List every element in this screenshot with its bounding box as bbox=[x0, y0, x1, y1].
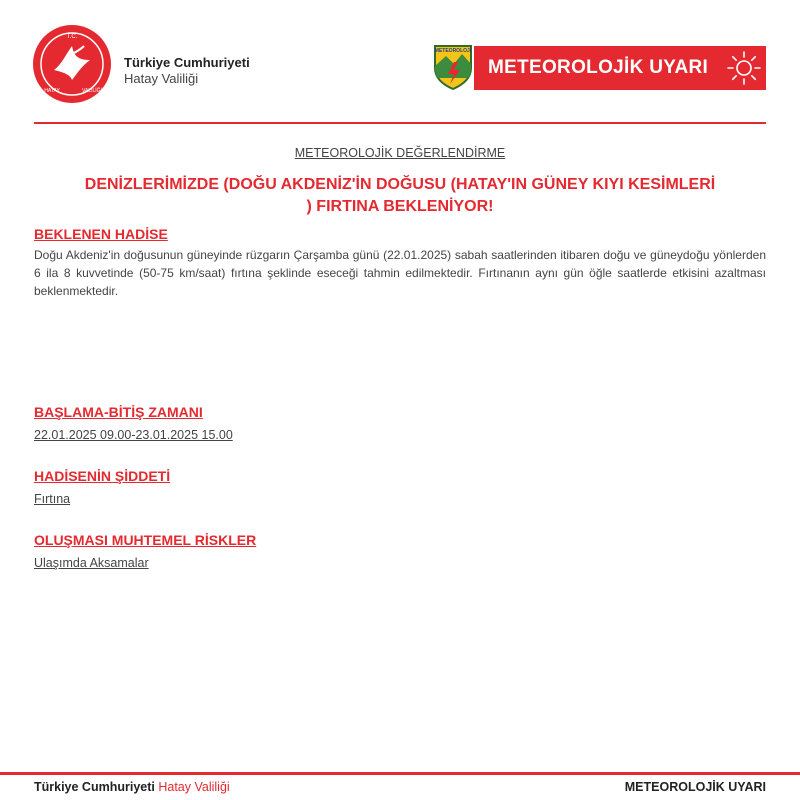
risk-heading: OLUŞMASI MUHTEMEL RİSKLER bbox=[34, 532, 257, 548]
footer-gov-name: Türkiye Cumhuriyeti bbox=[34, 780, 155, 794]
severity-section bbox=[34, 468, 766, 506]
seal-bottom-left-text: HATAY bbox=[44, 88, 60, 94]
seal-bottom-right-text: VALİLİĞİ bbox=[82, 88, 102, 94]
time-value: 22.01.2025 09.00-23.01.2025 15.00 bbox=[34, 428, 233, 442]
document-body bbox=[34, 140, 766, 570]
expected-text: Doğu Akdeniz'in doğusunun güneyinde rüzgarın Çarşamba günü (22.01.2025) sabah saatlerinden itibaren doğu ve güneydoğu yönlerden 6 ila 8 kuvvetinde (50-75 km/saat) fırtına şeklinde eseceği tahmin edilmektedir. Fırtınanın aynı gün öğle saatlerde etkisini azaltması beklenmektedir. bbox=[34, 248, 766, 298]
alert-title: DENİZLERİMİZDE (DOĞU AKDENİZ'İN DOĞUSU (HATAY'IN GÜNEY KIYI KESİMLERİ ) FIRTINA BEKLENİYOR! bbox=[84, 176, 716, 215]
header bbox=[0, 0, 800, 124]
warning-banner bbox=[474, 46, 766, 90]
lightning-shield-icon bbox=[432, 42, 474, 90]
severity-value: Fırtına bbox=[34, 492, 71, 506]
gov-subtitle: Hatay Valiliği bbox=[124, 71, 199, 86]
dove-seal-icon bbox=[32, 24, 112, 104]
footer-gov-identity bbox=[34, 780, 230, 794]
met-logo-text: METEOROLOJİ bbox=[434, 48, 472, 54]
footer-gov-subtitle: Hatay Valiliği bbox=[158, 780, 230, 794]
expected-heading: BEKLENEN HADİSE bbox=[34, 226, 168, 242]
banner-text: METEOROLOJİK UYARI bbox=[488, 57, 709, 78]
gov-name: Türkiye Cumhuriyeti bbox=[124, 55, 250, 70]
footer bbox=[0, 772, 800, 800]
section-heading: METEOROLOJİK DEĞERLENDİRME bbox=[294, 146, 506, 160]
footer-divider bbox=[0, 772, 800, 775]
gov-identity bbox=[124, 55, 250, 87]
time-heading: BAŞLAMA-BİTİŞ ZAMANI bbox=[34, 404, 203, 420]
seal-top-text: T.C. bbox=[66, 34, 78, 40]
sun-icon bbox=[726, 50, 762, 86]
time-section bbox=[34, 404, 766, 442]
risk-value: Ulaşımda Aksamalar bbox=[34, 556, 149, 570]
risk-section bbox=[34, 532, 766, 570]
footer-warning-label: METEOROLOJİK UYARI bbox=[624, 780, 766, 794]
severity-heading: HADİSENİN ŞİDDETİ bbox=[34, 468, 171, 484]
expected-section bbox=[34, 226, 766, 300]
header-divider bbox=[34, 122, 766, 124]
